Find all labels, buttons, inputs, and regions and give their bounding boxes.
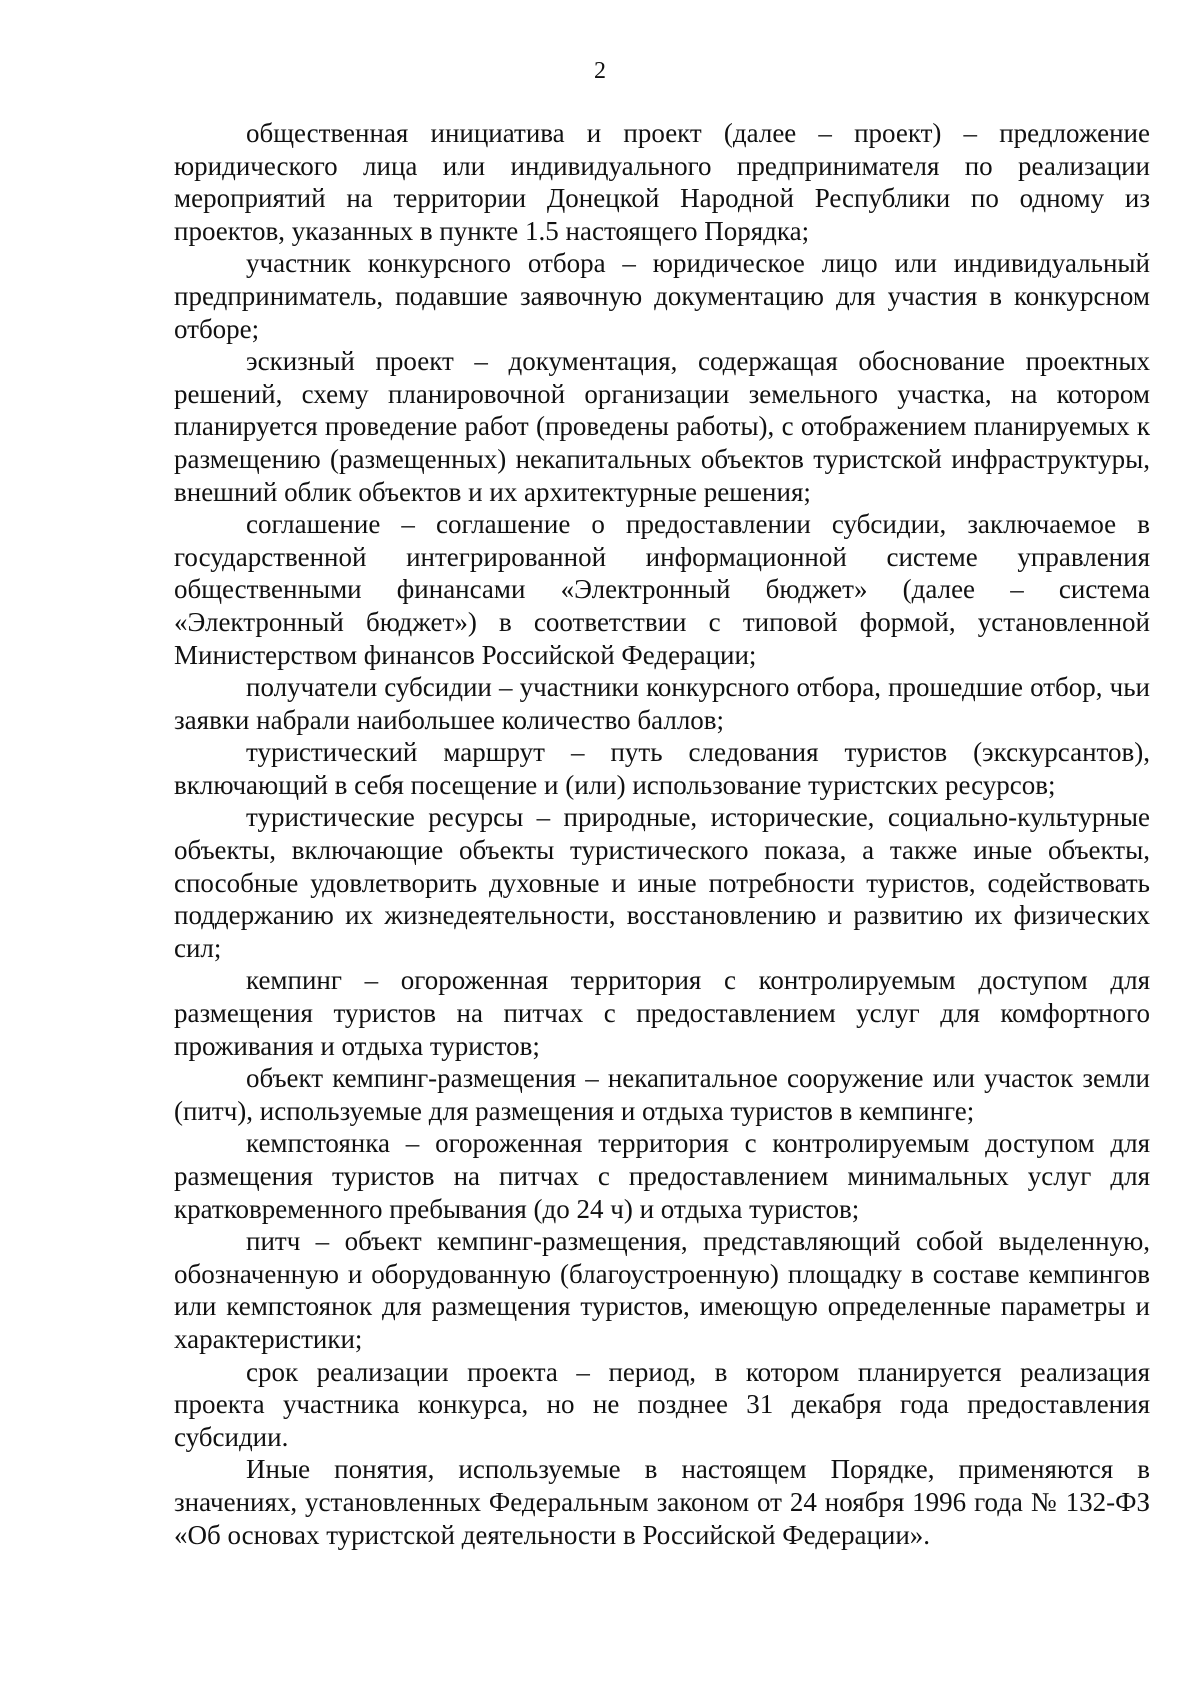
document-body bbox=[174, 117, 1150, 1551]
paragraph-agreement: соглашение – соглашение о предоставлении субсидии, заключаемое в государственной интегрированной информационной системе управления общественными финансами «Электронный бюджет» (далее – система «Электронный бюджет») в соответствии с типовой формой, установленной Министерством финансов Российской Федерации; bbox=[174, 509, 1150, 670]
page-number: 2 bbox=[594, 58, 606, 84]
paragraph-camping-accommodation-object: объект кемпинг-размещения – некапитальное сооружение или участок земли (питч), используемые для размещения и отдыха туристов в кемпинге; bbox=[174, 1063, 1150, 1126]
paragraph-camping: кемпинг – огороженная территория с контролируемым доступом для размещения туристов на питчах с предоставлением услуг для комфортного проживания и отдыха туристов; bbox=[174, 965, 1150, 1061]
paragraph-draft-project: эскизный проект – документация, содержащая обоснование проектных решений, схему планировочной организации земельного участка, на котором планируется проведение работ (проведены работы), с отображением планируемых к размещению (размещенных) некапитальных объектов туристской инфраструктуры, внешний облик объектов и их архитектурные решения; bbox=[174, 346, 1150, 507]
paragraph-pitch: питч – объект кемпинг-размещения, представляющий собой выделенную, обозначенную и оборудованную (благоустроенную) площадку в составе кемпингов или кемпстоянок для размещения туристов, имеющую определенные параметры и характеристики; bbox=[174, 1226, 1150, 1354]
paragraph-public-initiative: общественная инициатива и проект (далее – проект) – предложение юридического лица или индивидуального предпринимателя по реализации мероприятий на территории Донецкой Народной Республики по одному из проектов, указанных в пункте 1.5 настоящего Порядка; bbox=[174, 118, 1150, 246]
paragraph-selection-participant: участник конкурсного отбора – юридическое лицо или индивидуальный предприниматель, подавшие заявочную документацию для участия в конкурсном отборе; bbox=[174, 248, 1150, 344]
paragraph-camp-stop: кемпстоянка – огороженная территория с контролируемым доступом для размещения туристов на питчах с предоставлением минимальных услуг для кратковременного пребывания (до 24 ч) и отдыха туристов; bbox=[174, 1128, 1150, 1224]
paragraph-other-concepts: Иные понятия, используемые в настоящем Порядке, применяются в значениях, установленных Федеральным законом от 24 ноября 1996 года № 132-ФЗ «Об основах туристской деятельности в Российской Федерации». bbox=[174, 1454, 1150, 1550]
paragraph-tourist-resources: туристические ресурсы – природные, исторические, социально-культурные объекты, включающие объекты туристического показа, а также иные объекты, способные удовлетворить духовные и иные потребности туристов, содействовать поддержанию их жизнедеятельности, восстановлению и развитию их физических сил; bbox=[174, 802, 1150, 963]
paragraph-tourist-route: туристический маршрут – путь следования туристов (экскурсантов), включающий в себя посещение и (или) использование туристских ресурсов; bbox=[174, 737, 1150, 800]
paragraph-subsidy-recipients: получатели субсидии – участники конкурсного отбора, прошедшие отбор, чьи заявки набрали наибольшее количество баллов; bbox=[174, 672, 1150, 735]
paragraph-project-term: срок реализации проекта – период, в котором планируется реализация проекта участника конкурса, но не позднее 31 декабря года предоставления субсидии. bbox=[174, 1356, 1150, 1452]
